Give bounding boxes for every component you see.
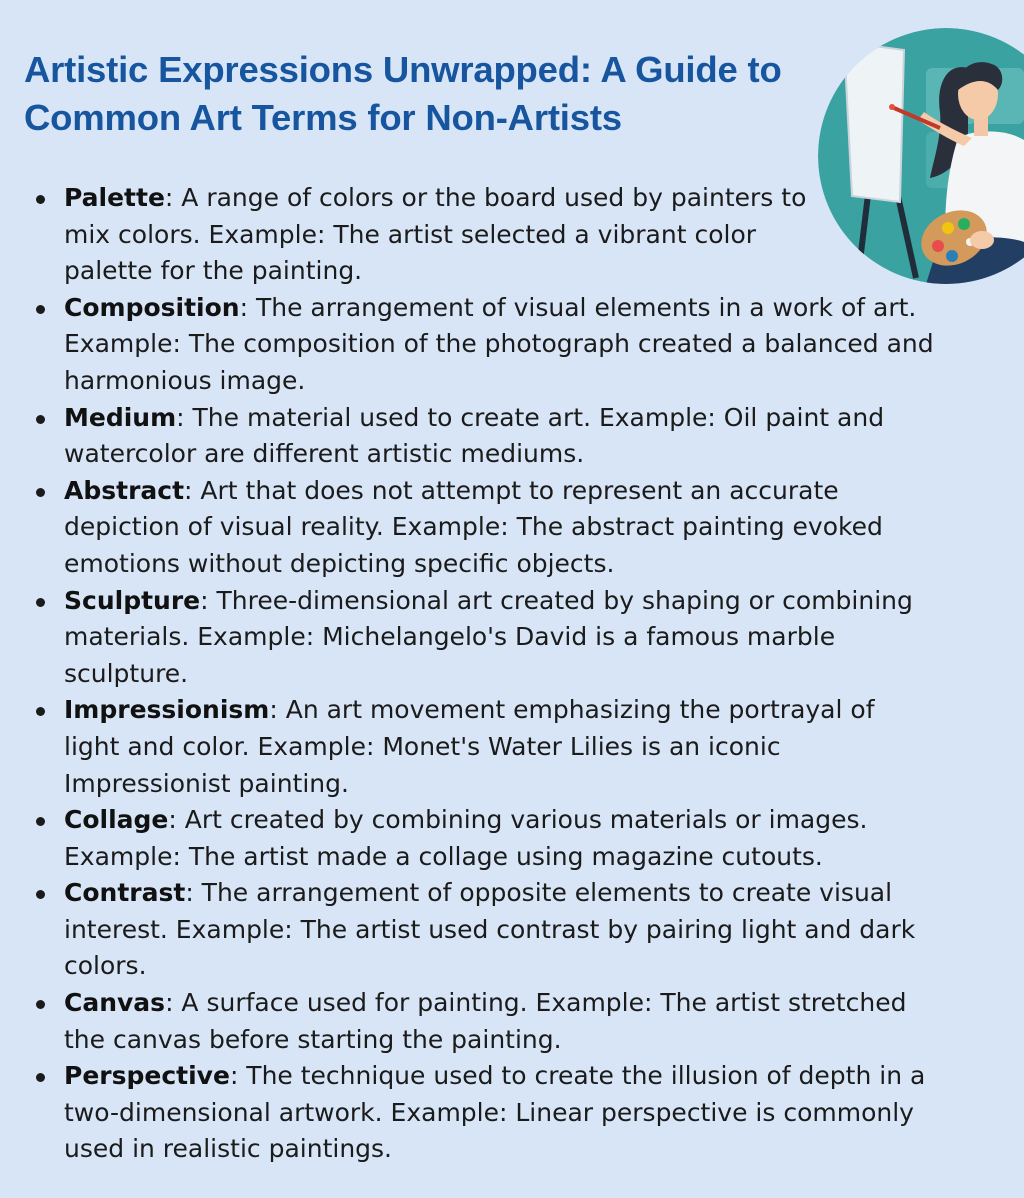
art-terms-list <box>36 180 936 1168</box>
term-definition: : A surface used for painting. Example: The artist stretched the canvas before starting the painting. <box>64 988 907 1054</box>
bullet-dot <box>36 1073 45 1082</box>
list-item <box>36 1058 936 1168</box>
term-name: Collage <box>64 805 169 835</box>
term-name: Palette <box>64 183 165 212</box>
term-definition: : Art that does not attempt to represent an accurate depiction of visual reality. Example: The abstract painting evoked emotions without depicting specific objects. <box>64 475 883 578</box>
term-name: Sculpture <box>64 585 201 615</box>
list-item <box>36 290 936 400</box>
term-definition: : A range of colors or the board used by painters to mix colors. Example: The artist selected a vibrant color palette for the painting. <box>64 183 807 286</box>
term-name: Canvas <box>64 988 166 1018</box>
term-name: Impressionism <box>64 695 270 725</box>
term-name: Abstract <box>64 475 185 505</box>
list-item <box>36 400 936 473</box>
term-name: Perspective <box>64 1061 230 1091</box>
bullet-dot <box>36 415 45 424</box>
term-name: Contrast <box>64 878 186 908</box>
term-name: Medium <box>64 402 177 432</box>
list-item <box>36 692 936 802</box>
term-definition: : The arrangement of visual elements in a work of art. Example: The composition of the photograph created a balanced and harmonious image. <box>64 292 934 395</box>
term-definition: : The arrangement of opposite elements to create visual interest. Example: The artist used contrast by pairing light and dark colors. <box>64 878 916 981</box>
term-definition: : The technique used to create the illusion of depth in a two-dimensional artwork. Example: Linear perspective is commonly used in realistic paintings. <box>64 1061 926 1164</box>
term-name: Composition <box>64 292 240 322</box>
bullet-dot <box>36 890 45 899</box>
term-definition: : An art movement emphasizing the portrayal of light and color. Example: Monet's Water Lilies is an iconic Impressionist painting. <box>64 695 875 798</box>
bullet-dot <box>36 817 45 826</box>
list-item <box>36 985 936 1058</box>
term-definition: : Three-dimensional art created by shaping or combining materials. Example: Michelangelo's David is a famous marble sculpture. <box>64 585 913 688</box>
bullet-dot <box>36 707 45 716</box>
bullet-dot <box>36 305 45 314</box>
list-item <box>36 583 936 693</box>
term-definition: : The material used to create art. Example: Oil paint and watercolor are different artistic mediums. <box>64 402 885 469</box>
bullet-dot <box>36 1000 45 1009</box>
page-title: Artistic Expressions Unwrapped: A Guide to Common Art Terms for Non-Artists <box>24 49 782 138</box>
list-item <box>36 473 936 583</box>
list-item <box>36 180 826 290</box>
bullet-dot <box>36 195 45 204</box>
list-item <box>36 802 936 875</box>
bullet-dot <box>36 488 45 497</box>
bullet-dot <box>36 598 45 607</box>
term-definition: : Art created by combining various materials or images. Example: The artist made a collage using magazine cutouts. <box>64 805 868 871</box>
list-item <box>36 875 936 985</box>
